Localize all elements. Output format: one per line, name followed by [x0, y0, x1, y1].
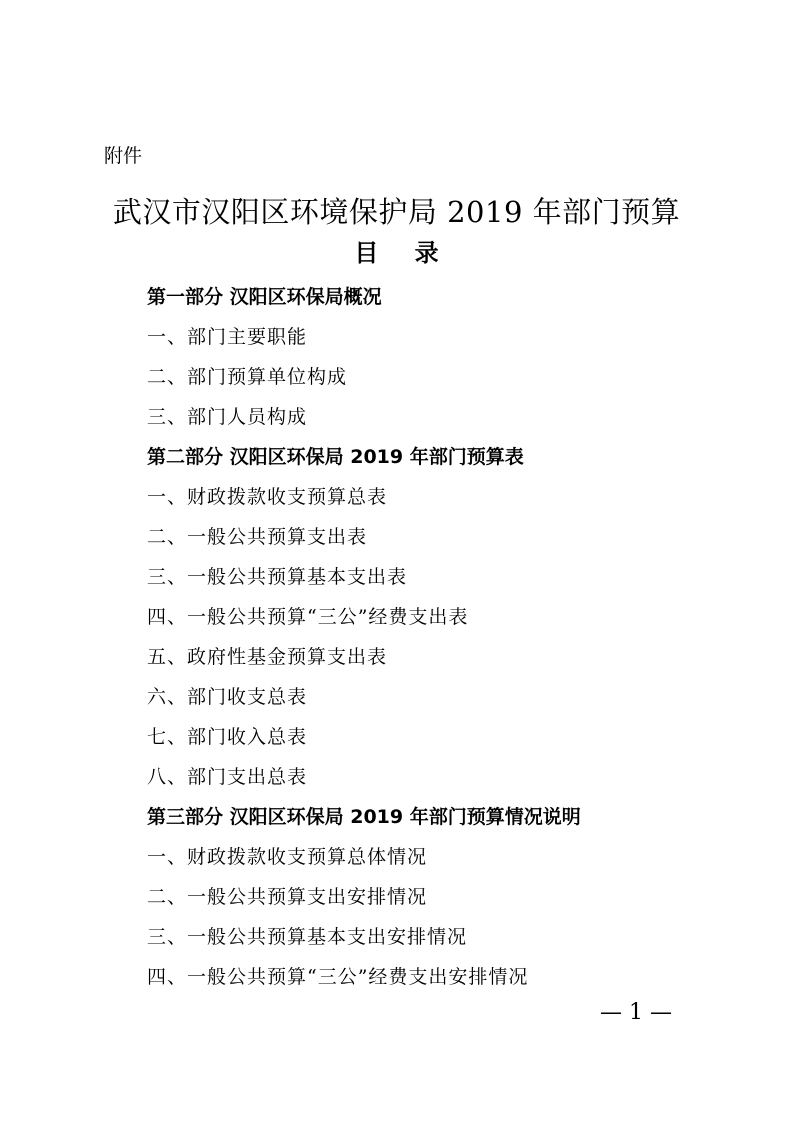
toc-item: 一、部门主要职能: [147, 326, 308, 348]
toc-item: 四、一般公共预算“三公”经费支出安排情况: [147, 966, 529, 988]
toc-part-3: 第三部分 汉阳区环保局 2019 年部门预算情况说明: [147, 806, 581, 828]
attachment-label: 附件: [104, 145, 143, 167]
toc-item: 二、一般公共预算支出表: [147, 526, 368, 548]
page-number: — 1 —: [600, 1000, 672, 1025]
toc-item: 二、部门预算单位构成: [147, 366, 348, 388]
toc-item: 一、财政拨款收支预算总体情况: [147, 846, 428, 868]
toc-item: 四、一般公共预算“三公”经费支出表: [147, 606, 469, 628]
toc-item: 六、部门收支总表: [147, 686, 308, 708]
toc-part-1: 第一部分 汉阳区环保局概况: [147, 286, 382, 308]
document-title: 武汉市汉阳区环境保护局 2019 年部门预算: [112, 195, 681, 229]
table-of-contents: [147, 282, 581, 1002]
toc-item: 八、部门支出总表: [147, 766, 308, 788]
toc-item: 三、一般公共预算基本支出表: [147, 566, 408, 588]
toc-item: 三、一般公共预算基本支出安排情况: [147, 926, 468, 948]
toc-part-2: 第二部分 汉阳区环保局 2019 年部门预算表: [147, 446, 524, 468]
toc-item: 五、政府性基金预算支出表: [147, 646, 388, 668]
toc-item: 二、一般公共预算支出安排情况: [147, 886, 428, 908]
toc-item: 七、部门收入总表: [147, 726, 308, 748]
toc-item: 一、财政拨款收支预算总表: [147, 486, 388, 508]
toc-heading: 目 录: [354, 239, 439, 267]
toc-item: 三、部门人员构成: [147, 406, 308, 428]
